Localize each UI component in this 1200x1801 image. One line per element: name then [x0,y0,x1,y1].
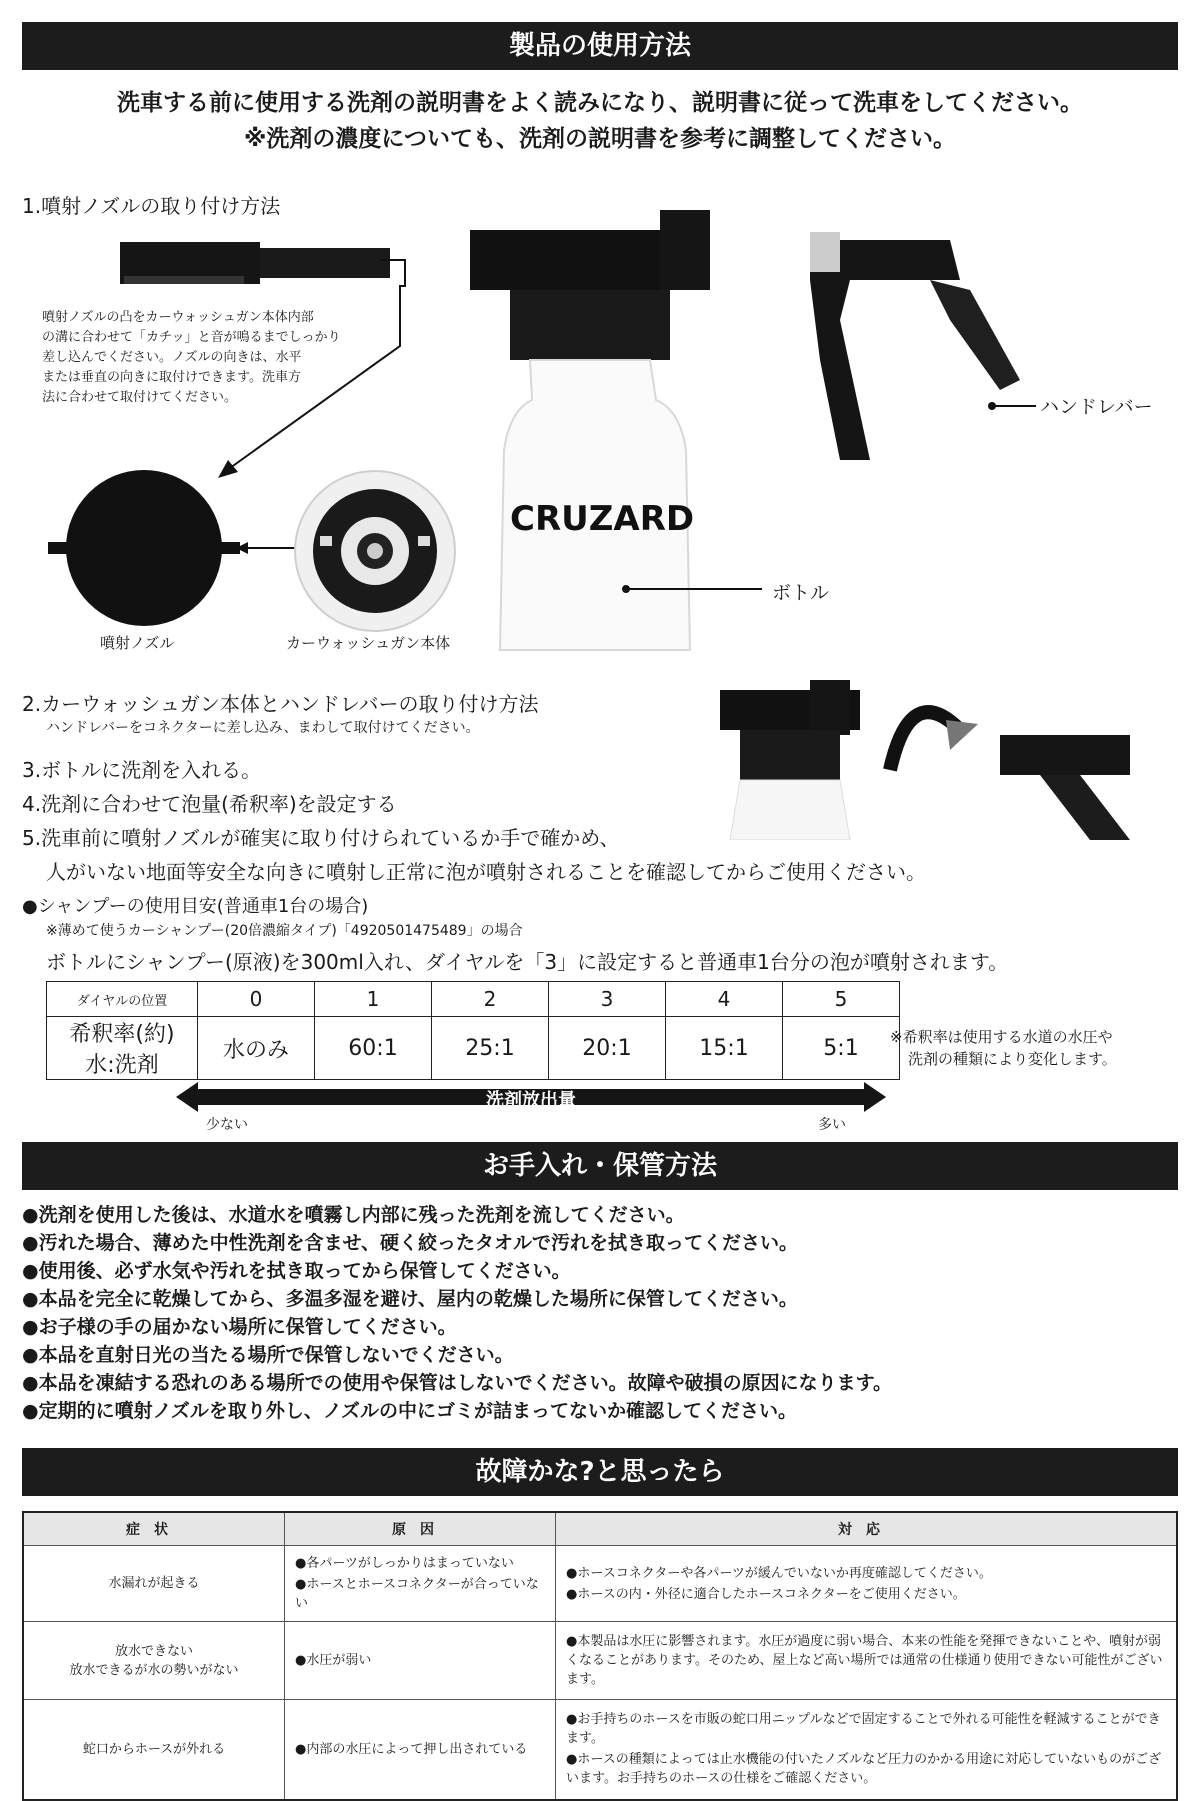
label-nozzle: 噴射ノズル [100,634,175,652]
cause-cell [285,1546,556,1622]
col-action: 対応 [556,1512,1178,1546]
trouble-section-title: 故障かな?と思ったら [22,1448,1178,1496]
step2-note: ハンドレバーをコネクターに差し込み、まわして取付けてください。 [46,720,480,736]
col-symptom: 症状 [23,1512,285,1546]
discharge-low: 少ない [206,1117,248,1133]
step4: 4.洗剤に合わせて泡量(希釈率)を設定する [22,792,397,816]
action-cell [556,1700,1178,1800]
dilution-table [46,981,900,1080]
bottle-illustration [470,210,730,670]
dial-position: 4 [666,982,783,1017]
nozzle-disc-illustration [44,466,244,636]
gun-body-bottom-illustration [290,466,460,636]
table-row [23,1700,1177,1800]
care-item: ●汚れた場合、薄めた中性洗剤を含ませ、硬く絞ったタオルで汚れを拭き取ってください。 [22,1232,799,1254]
dilution-header-line: 希釈率(約) [69,1022,175,1047]
discharge-high: 多い [818,1117,846,1133]
dilution-header [47,1017,198,1080]
intro-line-1: 洗車する前に使用する洗剤の説明書をよく読みになり、説明書に従って洗車をしてください。 [117,90,1083,116]
cause-cell [285,1700,556,1800]
shampoo-instruction: ボトルにシャンプー(原液)を300ml入れ、ダイヤルを「3」に設定すると普通車1台分の泡が噴射されます。 [46,950,1009,974]
dial-position: 2 [432,982,549,1017]
step1-desc-line: 法に合わせて取付けてください。 [42,390,238,405]
action-item: ●ホースの内・外径に適合したホースコネクターをご使用ください。 [566,1586,966,1602]
dial-position: 3 [549,982,666,1017]
action-item: ●お手持ちのホースを市販の蛇口用ニップルなどで固定することで外れる可能性を軽減することができます。 [566,1712,1161,1747]
table-row [23,1546,1177,1622]
dilution-ratio: 5:1 [783,1017,900,1080]
action-cell [556,1622,1178,1700]
dilution-header-line: 水:洗剤 [85,1053,159,1078]
lever-pointer [988,402,1038,410]
symptom-cell [23,1622,285,1700]
cause-item: ●各パーツがしっかりはまっていない [295,1556,514,1571]
action-item: ●ホースコネクターや各パーツが緩んでいないか再度確認してください。 [566,1565,992,1581]
label-bottle: ボトル [772,582,830,604]
bottle-pointer [622,584,772,594]
dial-position: 5 [783,982,900,1017]
action-cell [556,1546,1178,1622]
dilution-ratio: 25:1 [432,1017,549,1080]
intro-line-2: ※洗剤の濃度についても、洗剤の説明書を参考に調整してください。 [244,126,956,152]
shampoo-title: ●シャンプーの使用目安(普通車1台の場合) [22,896,369,917]
shampoo-note: ※薄めて使うカーシャンプー(20倍濃縮タイプ)「4920501475489」の場合 [46,923,523,939]
dial-position: 0 [198,982,315,1017]
step5-line-2: 人がいない地面等安全な向きに噴射し正常に泡が噴射されることを確認してからご使用ください。 [46,860,926,884]
dilution-ratio: 水のみ [198,1017,315,1080]
col-cause: 原因 [285,1512,556,1546]
step5-line-1: 5.洗車前に噴射ノズルが確実に取り付けられているか手で確かめ、 [22,826,620,850]
cause-item: ●内部の水圧によって押し出されている [295,1741,528,1757]
care-item: ●定期的に噴射ノズルを取り外し、ノズルの中にゴミが詰まってないか確認してください。 [22,1400,798,1422]
table-row [23,1622,1177,1700]
label-gun-body: カーウォッシュガン本体 [286,634,451,652]
care-item: ●お子様の手の届かない場所に保管してください。 [22,1316,457,1338]
symptom-text: 蛇口からホースが外れる [82,1741,226,1757]
step1-title: 1.噴射ノズルの取り付け方法 [22,194,281,218]
troubleshooting-table [22,1511,1178,1801]
step2-title: 2.カーウォッシュガン本体とハンドレバーの取り付け方法 [22,692,539,716]
care-section-title: お手入れ・保管方法 [22,1142,1178,1190]
care-item: ●本品を完全に乾燥してから、多温多湿を避け、屋内の乾燥した場所に保管してください。 [22,1288,798,1310]
step1-desc-line: 噴射ノズルの凸をカーウォッシュガン本体内部 [42,310,314,325]
step1-desc-line: の溝に合わせて「カチッ」と音が鳴るまでしっかり [42,330,341,345]
care-item: ●本品を直射日光の当たる場所で保管しないでください。 [22,1344,514,1366]
dilution-ratio: 60:1 [315,1017,432,1080]
hand-lever-illustration [810,220,1030,480]
symptom-cell [23,1546,285,1622]
usage-section-title: 製品の使用方法 [22,22,1178,70]
cause-item: ●ホースとホースコネクターが合っていない [295,1577,539,1611]
assembly-illustration [710,680,1170,840]
dilution-note-line: ※希釈率は使用する水道の水圧や [890,1028,1113,1046]
care-item: ●洗剤を使用した後は、水道水を噴霧し内部に残った洗剤を流してください。 [22,1204,685,1226]
dilution-note-line: 洗剤の種類により変化します。 [908,1050,1117,1068]
care-item: ●本品を凍結する恐れのある場所での使用や保管はしないでください。故障や破損の原因になります。 [22,1372,893,1394]
discharge-label: 洗剤放出量 [486,1090,576,1111]
care-item: ●使用後、必ず水気や汚れを拭き取ってから保管してください。 [22,1260,571,1282]
step3: 3.ボトルに洗剤を入れる。 [22,758,262,782]
dial-position: 1 [315,982,432,1017]
cause-item: ●水圧が弱い [295,1653,372,1668]
action-item: ●本製品は水圧に影響されます。水圧が過度に弱い場合、本来の性能を発揮できないことや、噴射が弱くなることがあります。そのため、屋上など高い場所では通常の仕様通り使用できない可能性がございます。 [566,1634,1163,1687]
step1-description [42,308,402,408]
step1-desc-line: または垂直の向きに取付けできます。洗車方 [42,370,301,385]
label-hand-lever: ハンドレバー [1040,396,1153,418]
symptom-text: 放水できない [114,1643,193,1659]
dilution-ratio: 15:1 [666,1017,783,1080]
step1-desc-line: 差し込んでください。ノズルの向きは、水平 [42,350,302,365]
dilution-note [890,1026,1117,1070]
cause-cell [285,1622,556,1700]
dilution-ratio: 20:1 [549,1017,666,1080]
symptom-text: 放水できるが水の勢いがない [69,1662,239,1678]
dial-position-header: ダイヤルの位置 [47,982,198,1017]
action-item: ●ホースの種類によっては止水機能の付いたノズルなど圧力のかかる用途に対応していないものがございます。お手持ちのホースの仕様をご確認ください。 [566,1752,1162,1787]
symptom-cell [23,1700,285,1800]
symptom-text: 水漏れが起きる [108,1576,200,1591]
brand-logo: CRUZARD [510,499,695,539]
